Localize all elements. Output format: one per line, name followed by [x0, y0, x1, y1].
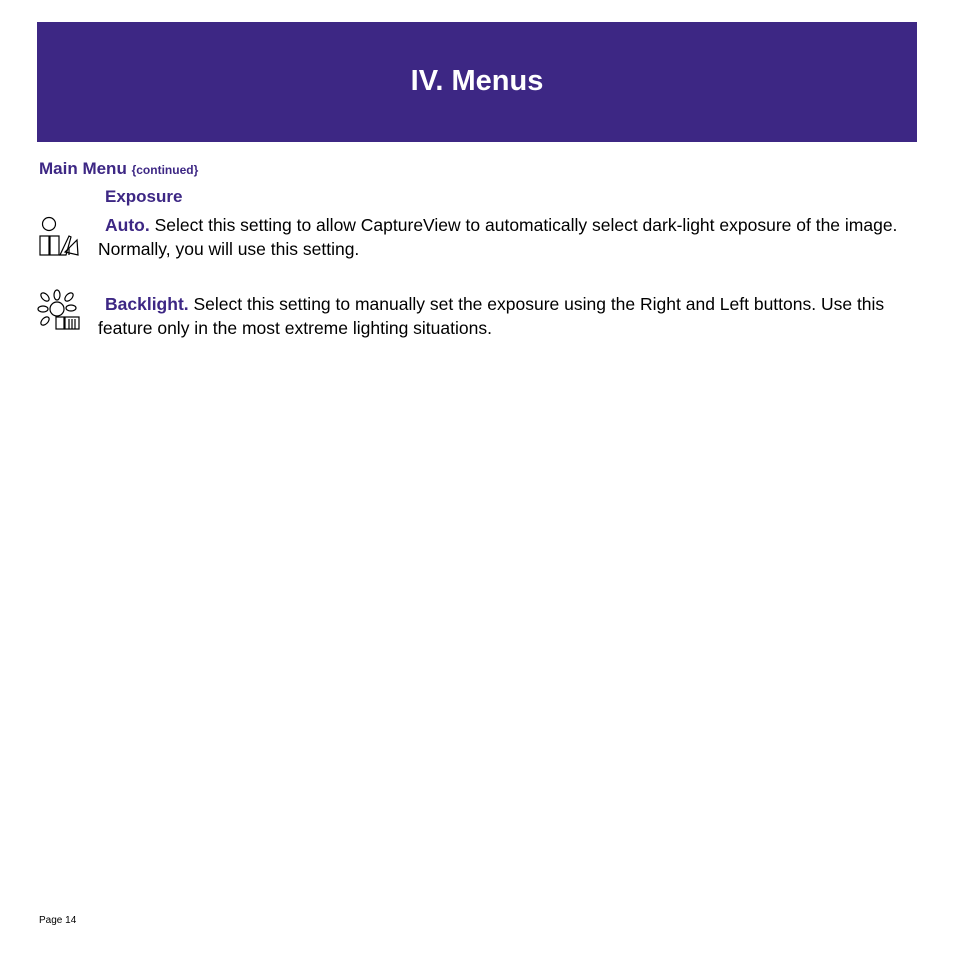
header-banner — [37, 22, 917, 142]
entry-text: Select this setting to allow CaptureView to automatically select dark-light exposure of the image. Normally, you will use this setting. — [98, 215, 898, 259]
page-number: Page 14 — [39, 915, 77, 926]
entry-text: Select this setting to manually set the exposure using the Right and Left buttons. Use this feature only in the most extreme lighting situations. — [98, 294, 885, 338]
entry-backlight — [98, 292, 912, 340]
page-title: IV. Menus — [410, 65, 544, 97]
subsection-heading: Exposure — [105, 187, 183, 206]
person-reading-icon — [36, 214, 80, 258]
section-subtitle: {continued} — [131, 163, 199, 177]
section-title: Main Menu — [39, 159, 127, 178]
entry-auto — [98, 213, 912, 261]
entry-term: Auto. — [105, 215, 150, 235]
sun-person-icon — [36, 289, 82, 333]
section-heading — [39, 159, 198, 180]
entry-term: Backlight. — [105, 294, 189, 314]
